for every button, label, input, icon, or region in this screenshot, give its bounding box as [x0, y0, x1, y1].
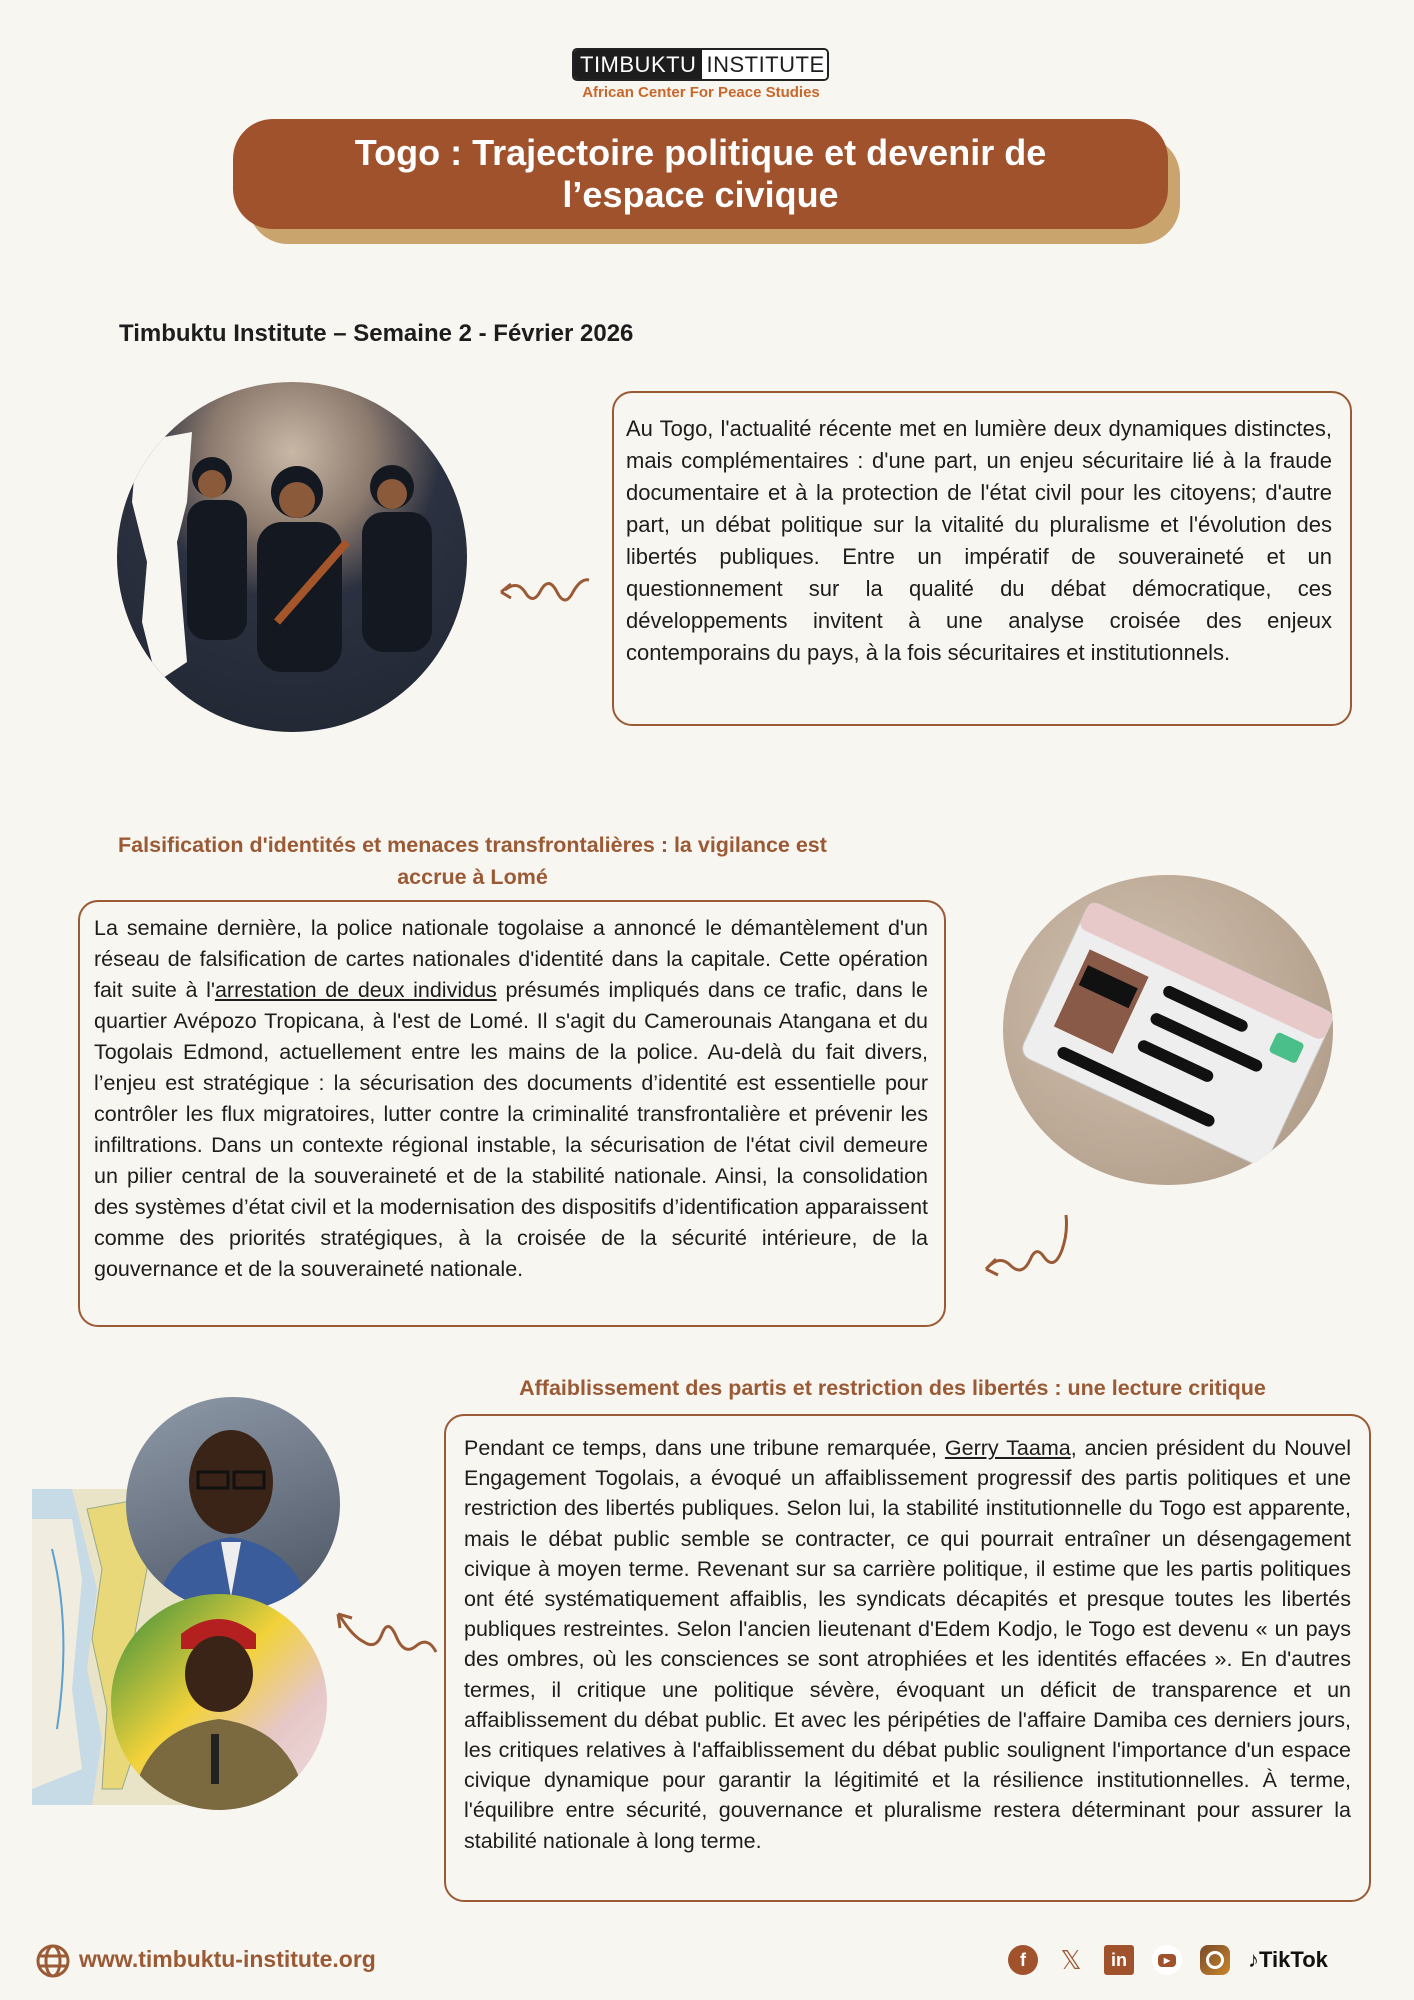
tiktok-icon[interactable]: ♪ TikTok: [1248, 1947, 1328, 1972]
section2-heading: Affaiblissement des partis et restriction des libertés : une lecture critique: [519, 1376, 1266, 1400]
intro-text: Au Togo, l'actualité récente met en lumière deux dynamiques distinctes, mais complémentaires : d'une part, un enjeu sécuritaire lié à la fraude documentaire et à la protection de l'état civil pour les citoyens; d'autre part, un débat politique sur la vitalité du pluralisme et l'évolution des libertés publiques. Entre un impératif de souveraineté et un questionnement sur la qualité du débat démocratique, ces développements invitent à une analyse croisée des enjeux contemporains du pays, à la fois sécuritaires et institutionnels.: [626, 416, 1332, 665]
page-title: [233, 119, 1168, 229]
gerry-taama-link[interactable]: Gerry Taama: [944, 1436, 1071, 1460]
section1-heading: [60, 829, 885, 893]
instagram-icon[interactable]: [1200, 1945, 1230, 1975]
section2-box: [444, 1414, 1371, 1902]
intro-box: [612, 391, 1352, 726]
website-link[interactable]: www.timbuktu-institute.org: [79, 1946, 376, 1972]
x-icon[interactable]: 𝕏: [1060, 1944, 1082, 1975]
curly-arrow-icon: [982, 1205, 1077, 1285]
portrait-gerry-taama: [126, 1397, 340, 1611]
section1-text: La semaine dernière, la police nationale togolaise a annoncé le démantèlement d'un réseau de falsification de cartes nationales d'identité dans la capitale. Cette opération fait suite à l'arrestation de deux individus présumés impliqués dans ce trafic, dans le quartier Avépozo Tropicana, à l'est de Lomé. Il s'agit du Camerounais Atangana et du Togolais Edmond, actuellement entre les mains de la police. Au-delà du fait divers, l’enjeu est stratégique : la sécurisation des documents d’identité est essentielle pour contrôler les flux migratoires, lutter contre la criminalité transfrontalière et prévenir les infiltrations. Dans un contexte régional instable, la sécurisation de l'état civil demeure un pilier central de la souveraineté et de la stabilité nationale. Ainsi, la consolidation des systèmes d’état civil et la modernisation des dispositifs d’identification apparaissent comme des priorités stratégiques, à la croisée de la sécurité intérieure, de la gouvernance et de la souveraineté nationale.: [94, 916, 928, 1281]
id-card-photo: [1003, 875, 1333, 1185]
section1-heading-line1: Falsification d'identités et menaces transfrontalières : la vigilance est: [118, 833, 827, 857]
portrait-damiba: [111, 1594, 327, 1810]
title-line1: Togo : Trajectoire politique et devenir de: [354, 132, 1047, 173]
logo-part1: TIMBUKTU: [574, 50, 702, 79]
arrest-link[interactable]: arrestation de deux individus: [214, 978, 497, 1002]
facebook-icon[interactable]: f: [1008, 1945, 1038, 1975]
section1-heading-line2: accrue à Lomé: [397, 865, 548, 889]
social-links: [1008, 1940, 1328, 1980]
title-line2: l’espace civique: [562, 174, 839, 215]
logo-part2: INSTITUTE: [702, 50, 828, 79]
section2-text: Pendant ce temps, dans une tribune remarquée, Gerry Taama, ancien président du Nouvel Engagement Togolais, a évoqué un affaiblissement progressif des partis politiques et une restriction des libertés publiques. Selon lui, la stabilité institutionnelle du Togo est apparente, mais le débat public semble se contracter, ce qui pourrait entraîner un désengagement civique à moyen terme. Revenant sur sa carrière politique, il estime que les partis politiques ont été systématiquement affaiblis, les syndicats décapités et presque toutes les libertés publiques restreintes. Selon l'ancien lieutenant d'Edem Kodjo, le Togo est devenu « un pays des ombres, où les consciences se sont atrophiées et les identités effacées ». En d'autres termes, il critique une politique sévère, évoquant un déficit de transparence et un affaiblissement du débat public. Et avec les péripéties de l'affaire Damiba ces derniers jours, les critiques relatives à l'affaiblissement du débat public soulignent l'importance d'un espace civique dynamique pour garantir la légitimité et la résilience institutionnelles. À terme, l'équilibre entre sécurité, gouvernance et pluralisme restera déterminant pour assurer la stabilité nationale à long terme.: [464, 1436, 1351, 1853]
curly-arrow-icon: [497, 570, 597, 610]
logo: [572, 48, 829, 81]
globe-icon: [36, 1944, 70, 1978]
youtube-icon[interactable]: ▶: [1152, 1945, 1182, 1975]
logo-tagline: African Center For Peace Studies: [582, 84, 820, 101]
section1-box: [78, 900, 946, 1327]
tiktok-label: TikTok: [1259, 1947, 1328, 1972]
curly-arrow-icon: [332, 1606, 442, 1662]
dateline: Timbuktu Institute – Semaine 2 - Février 2026: [119, 320, 634, 347]
linkedin-icon[interactable]: in: [1104, 1945, 1134, 1975]
police-parade-photo: [117, 382, 467, 732]
